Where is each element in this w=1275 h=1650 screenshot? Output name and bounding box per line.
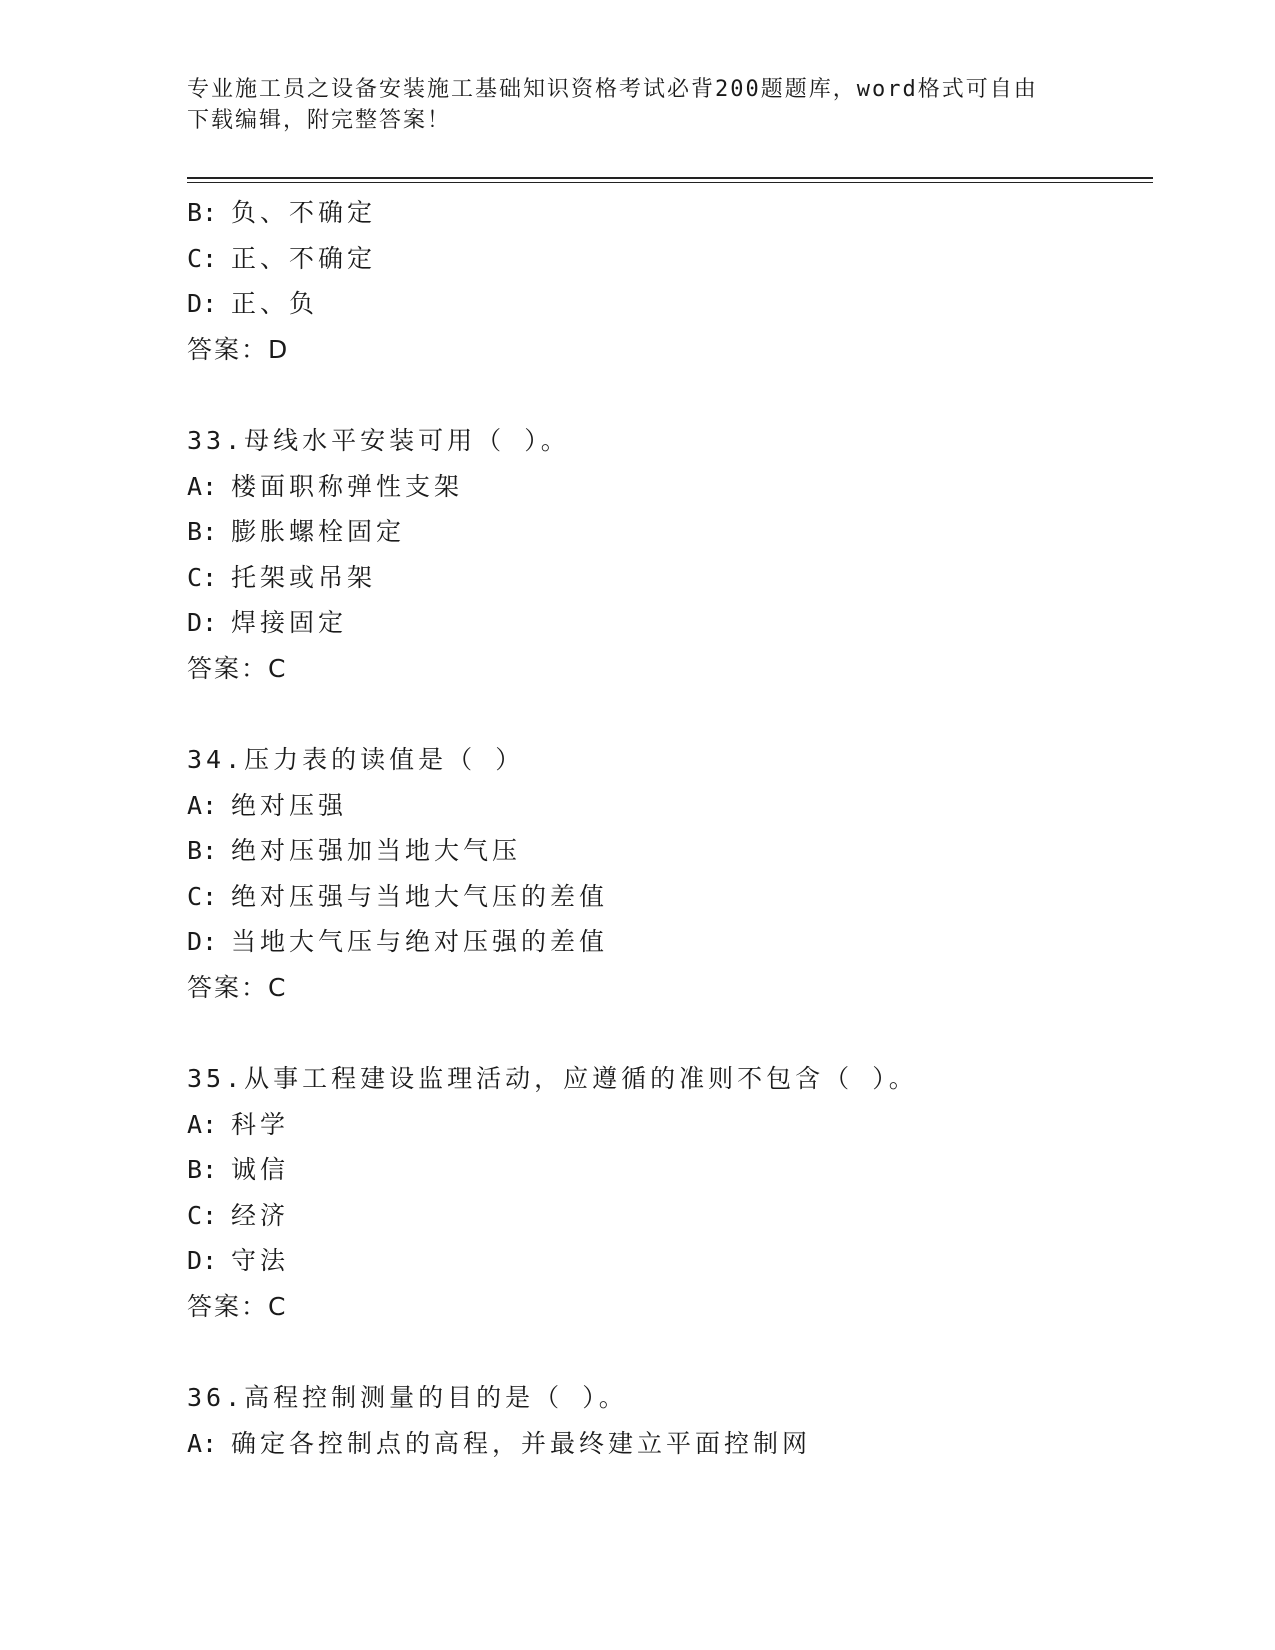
question-spacer (187, 372, 1153, 418)
option-b (187, 509, 1153, 555)
option-letter: D: (187, 927, 218, 956)
option-d (187, 919, 1153, 965)
option-a (187, 783, 1153, 829)
question-spacer (187, 1329, 1153, 1375)
option-letter: C: (187, 562, 218, 592)
answer-line: 答案：C (187, 653, 288, 683)
question-stem: 36.高程控制测量的目的是（ ）。 (187, 1383, 628, 1412)
header-divider (187, 177, 1153, 179)
question-spacer (187, 1010, 1153, 1056)
question-spacer (187, 691, 1153, 737)
option-text: 负、不确定 (231, 198, 377, 227)
option-text: 守法 (231, 1246, 290, 1275)
option-c (187, 555, 1153, 601)
option-text: 科学 (231, 1109, 290, 1139)
option-text: 经济 (231, 1200, 290, 1230)
option-letter: B: (187, 1155, 218, 1184)
option-letter: A: (187, 1109, 218, 1139)
option-letter: D: (187, 1246, 218, 1275)
question-stem: 35.从事工程建设监理活动，应遵循的准则不包含（ ）。 (187, 1064, 918, 1093)
option-letter: B: (187, 198, 218, 227)
question-stem: 33.母线水平安装可用（ ）。 (187, 426, 570, 455)
question-34 (187, 737, 1153, 1010)
header-title-line-1: 专业施工员之设备安装施工基础知识资格考试必背200题题库，word格式可自由 (187, 77, 1038, 102)
option-d (187, 281, 1153, 327)
answer-line: 答案：C (187, 972, 288, 1002)
option-d (187, 600, 1153, 646)
option-b (187, 190, 1153, 236)
option-d (187, 1238, 1153, 1284)
option-text: 绝对压强加当地大气压 (231, 836, 522, 865)
option-text: 绝对压强 (231, 790, 348, 820)
question-32-tail (187, 190, 1153, 372)
option-letter: D: (187, 608, 218, 637)
question-stem: 34.压力表的读值是（ ） (187, 745, 525, 774)
option-text: 诚信 (231, 1155, 290, 1184)
answer-line: 答案：C (187, 1291, 288, 1321)
header-title-line-2: 下载编辑，附完整答案！ (187, 108, 452, 133)
question-33 (187, 418, 1153, 691)
option-letter: D: (187, 289, 218, 318)
question-list (187, 190, 1153, 1466)
option-b (187, 1147, 1153, 1193)
option-letter: C: (187, 881, 218, 911)
option-c (187, 874, 1153, 920)
option-letter: C: (187, 1200, 218, 1230)
option-text: 确定各控制点的高程，并最终建立平面控制网 (231, 1428, 812, 1458)
option-letter: A: (187, 471, 218, 501)
option-letter: A: (187, 1428, 218, 1458)
option-text: 托架或吊架 (231, 562, 377, 592)
option-a (187, 464, 1153, 510)
option-text: 绝对压强与当地大气压的差值 (231, 881, 609, 911)
option-c (187, 236, 1153, 282)
option-letter: B: (187, 836, 218, 865)
question-35 (187, 1056, 1153, 1329)
header-divider-secondary (187, 182, 1153, 183)
option-text: 正、负 (231, 289, 319, 318)
option-a (187, 1421, 1153, 1467)
option-text: 正、不确定 (231, 243, 377, 273)
option-letter: B: (187, 517, 218, 546)
option-c (187, 1193, 1153, 1239)
option-letter: C: (187, 243, 218, 273)
answer-line: 答案：D (187, 334, 290, 364)
option-b (187, 828, 1153, 874)
option-text: 当地大气压与绝对压强的差值 (231, 927, 609, 956)
option-text: 楼面职称弹性支架 (231, 471, 464, 501)
option-letter: A: (187, 790, 218, 820)
option-a (187, 1102, 1153, 1148)
option-text: 膨胀螺栓固定 (231, 517, 406, 546)
question-36 (187, 1375, 1153, 1466)
page-header (187, 74, 1067, 136)
option-text: 焊接固定 (231, 608, 348, 637)
